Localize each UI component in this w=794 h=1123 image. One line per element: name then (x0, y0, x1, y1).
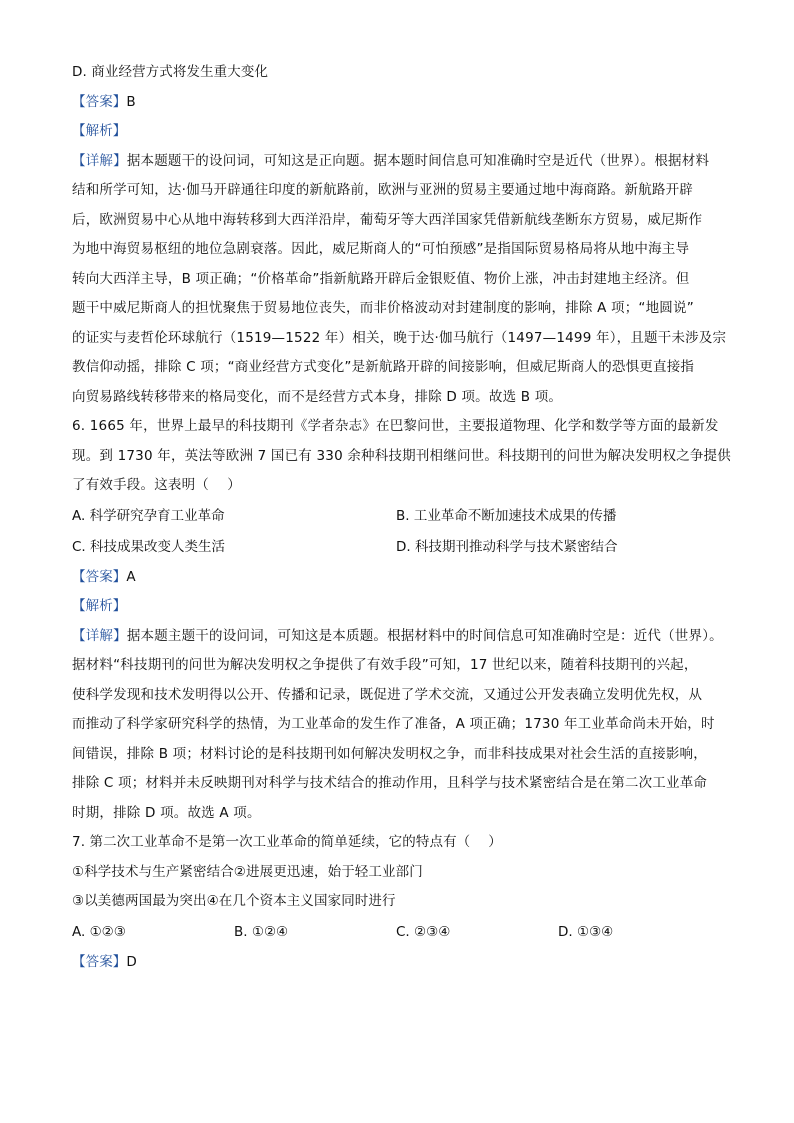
answer-value: A (126, 568, 136, 585)
detail-line: 据材料“科技期刊的问世为解决发明权之争提供了有效手段”可知，17 世纪以来，随着科技期刊的兴起， (72, 657, 698, 673)
q7-stem: 7. 第二次工业革命不是第一次工业革命的简单延续，它的特点有（ ） (72, 834, 502, 850)
detail-line: 后，欧洲贸易中心从地中海转移到大西洋沿岸，葡萄牙等大西洋国家凭借新航线垄断东方贸易，威尼斯作 (72, 211, 703, 228)
detail-tag: 【详解】 (72, 152, 127, 169)
answer-tag: 【答案】 (72, 953, 127, 970)
detail-line: 时期，排除 D 项。故选 A 项。 (72, 804, 261, 821)
option-d: D. 科技期刊推动科学与技术紧密结合 (396, 538, 618, 555)
detail-line: 的证实与麦哲伦环球航行（1519—1522 年）相关，晚于达·伽马航行（1497—1499 年），且题干未涉及宗 (72, 329, 727, 346)
q6-answer (72, 563, 728, 593)
q6-options-row-2 (72, 532, 728, 563)
q5-detail (72, 147, 728, 413)
option-b: B. 工业革命不断加速技术成果的传播 (396, 507, 617, 524)
option-b: B. ①②④ (234, 923, 289, 940)
detail-line: 转向大西洋主导，B 项正确；“价格革命”指新航路开辟后金银贬值、物价上涨，冲击封建地主经济。但 (72, 270, 690, 287)
detail-line: 为地中海贸易枢纽的地位急剧衰落。因此，威尼斯商人的“可怕预感”是指国际贸易格局将从地中海主导 (72, 241, 690, 257)
option-c: C. ②③④ (396, 923, 451, 940)
detail-tag: 【详解】 (72, 627, 127, 644)
answer-value: D (126, 953, 137, 970)
stem-line: 现。到 1730 年，英法等欧洲 7 国已有 330 余种科技期刊相继问世。科技期刊的问世为解决发明权之争提供 (72, 447, 731, 464)
q7-items-line-1: ①科学技术与生产紧密结合②进展更迅速，始于轻工业部门 (72, 863, 423, 880)
q6-analysis-tag: 【解析】 (72, 598, 127, 614)
detail-line: 而推动了科学家研究科学的热情，为工业革命的发生作了准备，A 项正确；1730 年工业革命尚未开始，时 (72, 716, 715, 732)
detail-line: 间错误，排除 B 项；材料讨论的是科技期刊如何解决发明权之争，而非科技成果对社会生活的直接影响， (72, 745, 707, 762)
answer-tag: 【答案】 (72, 568, 127, 585)
q6-stem (72, 412, 731, 501)
q5-answer (72, 88, 728, 118)
option-d: D. ①③④ (558, 923, 614, 940)
stem-line: 6. 1665 年，世界上最早的科技期刊《学者杂志》在巴黎问世，主要报道物理、化学和数学等方面的最新发 (72, 418, 719, 434)
q5-analysis-tag: 【解析】 (72, 123, 127, 139)
answer-value: B (126, 93, 136, 110)
q7-options-row (72, 917, 728, 948)
q5-option-d: D. 商业经营方式将发生重大变化 (72, 64, 269, 80)
q6-options-row-1 (72, 501, 728, 532)
stem-line: 了有效手段。这表明（ ） (72, 477, 241, 493)
detail-line: 结和所学可知，达·伽马开辟通往印度的新航路前，欧洲与亚洲的贸易主要通过地中海商路。新航路开辟 (72, 182, 693, 198)
detail-line: 向贸易路线转移带来的格局变化，而不是经营方式本身，排除 D 项。故选 B 项。 (72, 388, 563, 405)
document-page (72, 58, 731, 977)
option-c: C. 科技成果改变人类生活 (72, 538, 226, 555)
q7-answer (72, 948, 728, 978)
q7-items-line-2: ③以美德两国最为突出④在几个资本主义国家同时进行 (72, 893, 396, 909)
option-a: A. ①②③ (72, 923, 126, 940)
answer-tag: 【答案】 (72, 93, 127, 110)
detail-line: 【详解】据本题主题干的设问词，可知这是本质题。根据材料中的时间信息可知准确时空是：近代（世界）。 (72, 627, 723, 644)
detail-line: 【详解】据本题题干的设问词，可知这是正向题。据本题时间信息可知准确时空是近代（世界）。根据材料 (72, 152, 710, 169)
detail-line: 题干中威尼斯商人的担忧聚焦于贸易地位丧失，而非价格波动对封建制度的影响，排除 A 项；“地圆说” (72, 300, 694, 316)
detail-line: 排除 C 项；材料并未反映期刊对科学与技术结合的推动作用，且科学与技术紧密结合是在第二次工业革命 (72, 775, 708, 791)
option-a: A. 科学研究孕育工业革命 (72, 507, 225, 524)
detail-line: 教信仰动摇，排除 C 项；“商业经营方式变化”是新航路开辟的间接影响，但威尼斯商人的恐惧更直接指 (72, 359, 695, 375)
q6-detail (72, 622, 728, 829)
detail-line: 使科学发现和技术发明得以公开、传播和记录，既促进了学术交流，又通过公开发表确立发明优先权，从 (72, 686, 703, 703)
